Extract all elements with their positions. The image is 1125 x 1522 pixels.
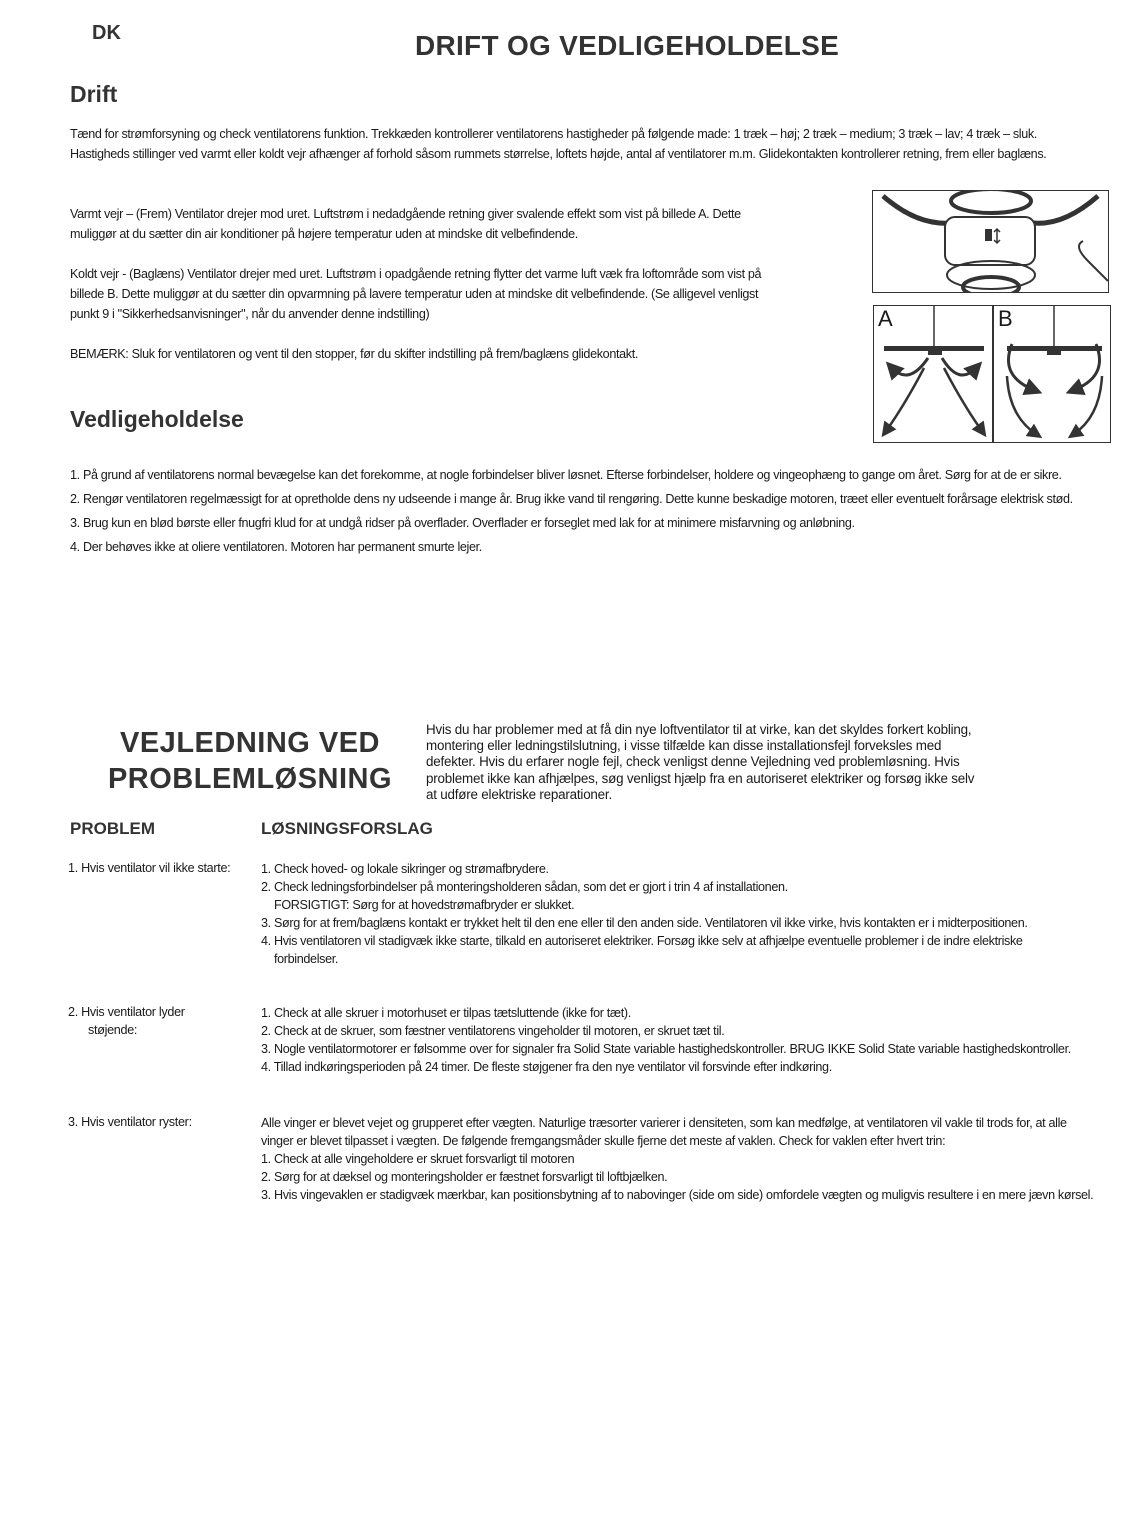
drift-paragraph: Koldt vejr - (Baglæns) Ventilator drejer med uret. Luftstrøm i opadgående retning flytter det varme luft væk fra loftområde som vist på billede B. Dette muliggør at du sætter din opvarmning på lavere temperatur uden at mindske dit velbefindende. (Se alligevel venligst punkt 9 i "Sikkerhedsanvisninger", når du anvender denne indstilling)	[70, 267, 762, 321]
solution-item: 3. Nogle ventilatormotorer er følsomme over for signaler fra Solid State variable hastighedskontroller. BRUG IKKE Solid State variable hastighedskontroller.	[261, 1042, 1071, 1056]
page-title: DRIFT OG VEDLIGEHOLDELSE	[414, 30, 840, 61]
caution-note: FORSIGTIGT: Sørg for at hovedstrømafbryder er slukket.	[274, 898, 575, 912]
maintenance-list	[70, 463, 1090, 559]
language-code: DK	[92, 22, 121, 44]
solution-item: 1. Check hoved- og lokale sikringer og strømafbrydere.	[261, 862, 549, 876]
problem-3: 3. Hvis ventilator ryster:	[68, 1115, 192, 1129]
drift-note: BEMÆRK: Sluk for ventilatoren og vent til den stopper, før du skifter indstilling på frem/baglæns glidekontakt.	[70, 347, 639, 361]
list-item: 3. Brug kun en blød børste eller fnugfri klud for at undgå ridser på overflader. Overflader er forseglet med lak for at minimere misfarvning og anløbning.	[70, 516, 855, 530]
troubleshooting-heading	[90, 725, 410, 797]
drift-paragraph: Varmt vejr – (Frem) Ventilator drejer mod uret. Luftstrøm i nedadgående retning giver svalende effekt som vist på billede A. Dette muliggør at du sætter din air konditioner på højere temperatur uden at mindske dit velbefindende.	[70, 207, 741, 241]
problem-1: 1. Hvis ventilator vil ikke starte:	[68, 861, 231, 875]
solution-item: 3. Sørg for at frem/baglæns kontakt er trykket helt til den ene eller til den anden side. Ventilatoren vil ikke virke, hvis kontakten er i midterpositionen.	[261, 916, 1028, 930]
airflow-arrows-icon	[874, 306, 1110, 442]
list-item: 1. På grund af ventilatorens normal bevægelse kan det forekomme, at nogle forbindelser bliver løsnet. Efterse forbindelser, holdere og vingeophæng to gange om året. Sørg for at de er sikre.	[70, 468, 1062, 482]
airflow-diagram	[873, 305, 1111, 443]
solution-item: 2. Sørg for at dæksel og monteringsholder er fæstnet forsvarligt til loftbjælken.	[261, 1170, 668, 1184]
diagram-label-b: B	[998, 306, 1013, 331]
problem-2: 2. Hvis ventilator lyder støjende:	[68, 1005, 185, 1037]
solutions-3	[261, 1114, 1101, 1204]
solution-item: 4. Tillad indkøringsperioden på 24 timer. De fleste støjgener fra den nye ventilator vil forsvinde efter indkøring.	[261, 1060, 832, 1074]
diagram-label-a: A	[878, 306, 893, 331]
fan-motor-icon	[873, 191, 1108, 292]
solution-intro: Alle vinger er blevet vejet og grupperet efter vægten. Naturlige træsorter varierer i densiteten, som kan medfølge, at ventilatoren vil vakle til trods for, at alle vinger er blevet tilpasset i vægten. De følgende fremgangsmåder skulle fjerne det meste af vaklen. Check for vaklen efter hvert trin:	[261, 1116, 1067, 1148]
solution-column-header: LØSNINGSFORSLAG	[261, 819, 433, 838]
maintenance-heading: Vedligeholdelse	[70, 406, 244, 432]
list-item: 4. Der behøves ikke at oliere ventilatoren. Motoren har permanent smurte lejer.	[70, 540, 482, 554]
fan-switch-illustration	[872, 190, 1109, 293]
solution-item: 2. Check ledningsforbindelser på monteringsholderen sådan, som det er gjort i trin 4 af installationen.	[261, 880, 788, 894]
drift-intro	[70, 124, 1060, 184]
solution-item: 1. Check at alle vingeholdere er skruet forsvarligt til motoren	[261, 1152, 575, 1166]
solution-item: 2. Check at de skruer, som fæstner ventilatorens vingeholder til motoren, er skruet tæt til.	[261, 1024, 725, 1038]
troubleshooting-heading-line2: PROBLEMLØSNING	[107, 763, 393, 795]
drift-heading: Drift	[70, 81, 118, 107]
solutions-1	[261, 860, 1101, 968]
troubleshooting-heading-line1: VEJLEDNING VED	[120, 727, 380, 759]
troubleshooting-intro: Hvis du har problemer med at få din nye loftventilator til at virke, kan det skyldes forkert kobling, montering eller ledningstilslutning, i visse tilfælde kan disse installationsfejl forveksles med defekter. Hvis du erfarer nogle fejl, check venligst denne Vejledning ved problemløsning. Hvis problemet ikke kan afhjælpes, søg venligst hjælp fra en autoriseret elektriker og forsøg ikke selv at udføre elektriske reparationer.	[426, 722, 975, 802]
drift-paragraph: Tænd for strømforsyning og check ventilatorens funktion. Trekkæden kontrollerer ventilatorens hastigheder på følgende made: 1 træk – høj; 2 træk – medium; 3 træk – lav; 4 træk – sluk. Hastigheds stillinger ved varmt eller koldt vejr afhænger af forhold såsom rummets størrelse, loftets højde, antal af ventilatorer m.m. Glidekontakten kontrollerer retning, frem eller baglæns.	[70, 127, 1047, 161]
drift-modes	[70, 204, 770, 384]
solution-item: 3. Hvis vingevaklen er stadigvæk mærkbar, kan positionsbytning af to nabovinger (side om side) omfordele vægten og muligvis resultere i en mere jævn kørsel.	[261, 1188, 1094, 1202]
problem-column-header: PROBLEM	[70, 819, 155, 838]
solutions-2	[261, 1004, 1101, 1076]
solution-item: 4. Hvis ventilatoren vil stadigvæk ikke starte, tilkald en autoriseret elektriker. Forsøg ikke selv at afhjælpe eventuelle problemer i de indre elektriske forbindelser.	[261, 934, 1023, 966]
list-item: 2. Rengør ventilatoren regelmæssigt for at opretholde dens ny udseende i mange år. Brug ikke vand til rengøring. Dette kunne beskadige motoren, træet eller eventuelt forårsage elektrisk stød.	[70, 492, 1073, 506]
solution-item: 1. Check at alle skruer i motorhuset er tilpas tætsluttende (ikke for tæt).	[261, 1006, 631, 1020]
